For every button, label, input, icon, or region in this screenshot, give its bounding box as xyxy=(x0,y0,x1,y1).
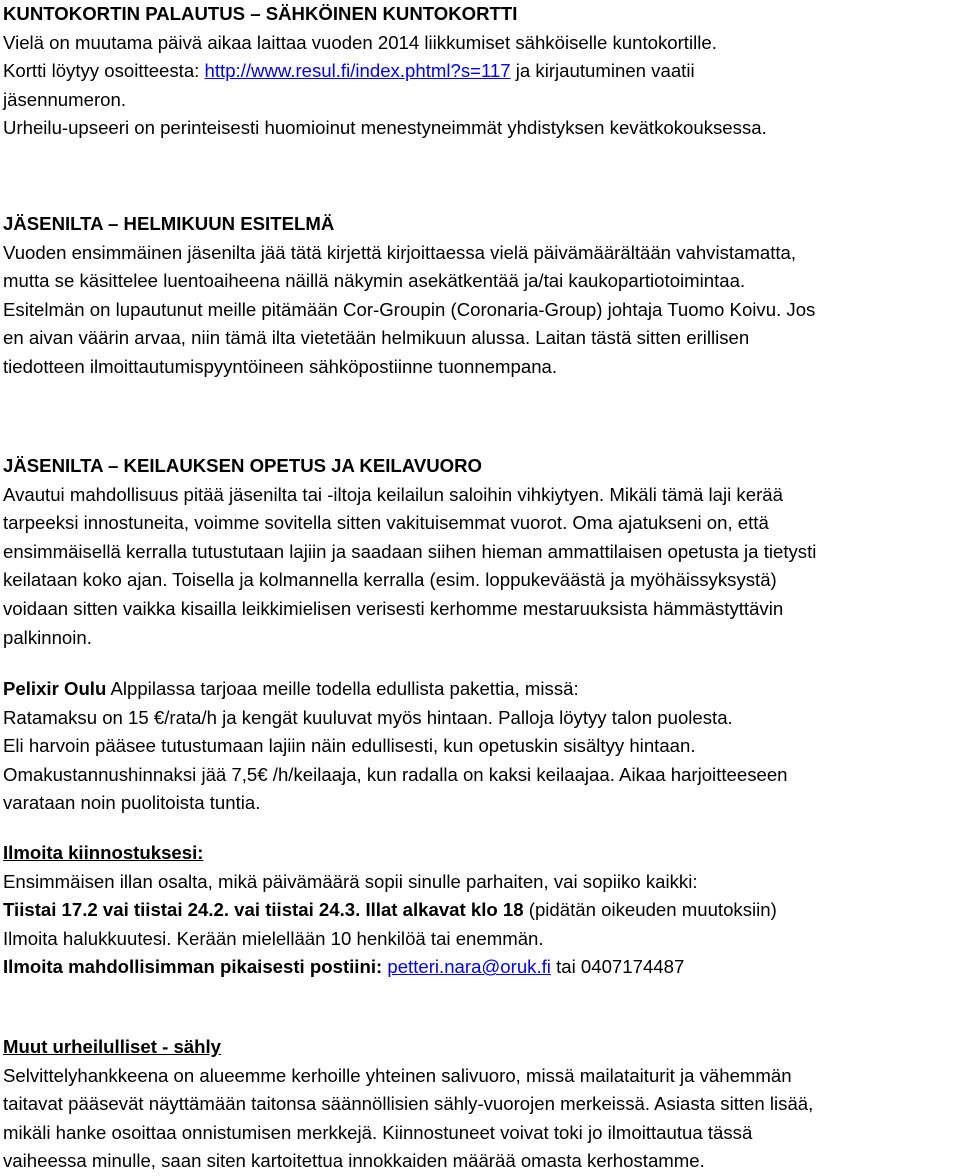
kuntokortti-line-3: jäsennumeron. xyxy=(3,88,127,110)
sahly-line: mikäli hanke osoittaa onnistumisen merkkejä. Kiinnostuneet voivat toki jo ilmoittautua tässä xyxy=(3,1121,753,1143)
ilmoita-heading: Ilmoita kiinnostuksesi: xyxy=(3,842,204,863)
pelixir-line-4: Omakustannushinnaksi jää 7,5€ /h/keilaaja, kun radalla on kaksi keilaajaa. Aikaa harjoitteeseen xyxy=(3,763,788,785)
ilmoita-dates: Tiistai 17.2 vai tiistai 24.2. vai tiistai 24.3. Illat alkavat klo 18 xyxy=(3,899,524,921)
kuntokortti-line-2-text: Kortti löytyy osoitteesta: xyxy=(3,60,205,82)
helmikuu-heading: JÄSENILTA – HELMIKUUN ESITELMÄ xyxy=(3,213,335,234)
pelixir-line-5: varataan noin puolitoista tuntia. xyxy=(3,792,261,814)
helmikuu-section xyxy=(3,210,956,382)
keilailu-line: voidaan sitten vaikka kisailla leikkimielisen verisesti kerhomme mestaruuksista hämmästyttävin xyxy=(3,597,784,619)
sahly-section xyxy=(3,1033,956,1176)
ilmoita-line-2 xyxy=(3,896,956,925)
kuntokortti-line-1: Vielä on muutama päivä aikaa laittaa vuoden 2014 liikkumiset sähköiselle kuntokortille. xyxy=(3,31,717,53)
kuntokortti-line-2 xyxy=(3,57,956,86)
ilmoita-phone: tai 0407174487 xyxy=(550,956,685,978)
ilmoita-section xyxy=(3,839,956,982)
kuntokortti-line-4: Urheilu-upseeri on perinteisesti huomioinut menestyneimmät yhdistyksen kevätkokouksessa. xyxy=(3,117,767,139)
kuntokortti-heading: KUNTOKORTIN PALAUTUS – SÄHKÖINEN KUNTOKORTTI xyxy=(3,3,518,24)
helmikuu-line: Esitelmän on lupautunut meille pitämään Cor-Groupin (Coronaria-Group) johtaja Tuomo Koivu. Jos xyxy=(3,298,816,320)
ilmoita-email-link[interactable]: petteri.nara@oruk.fi xyxy=(387,956,551,978)
keilailu-heading: JÄSENILTA – KEILAUKSEN OPETUS JA KEILAVUORO xyxy=(3,455,483,476)
ilmoita-line-3: Ilmoita halukkuutesi. Kerään mielellään 10 henkilöä tai enemmän. xyxy=(3,927,544,949)
helmikuu-line: en aivan väärin arvaa, niin tämä ilta vietetään helmikuun alussa. Laitan tästä sitten erillisen xyxy=(3,327,750,349)
keilailu-line: keilataan koko ajan. Toisella ja kolmannella kerralla (esim. loppukeväästä ja myöhäissyksystä) xyxy=(3,569,777,591)
helmikuu-line: tiedotteen ilmoittautumispyyntöineen sähköpostiinne tuonnempana. xyxy=(3,355,558,377)
pelixir-name: Pelixir Oulu xyxy=(3,678,107,699)
keilailu-line: tarpeeksi innostuneita, voimme sovitella sitten vakituisemmat vuorot. Oma ajatukseni on, että xyxy=(3,512,769,534)
pelixir-line-2: Ratamaksu on 15 €/rata/h ja kengät kuuluvat myös hintaan. Palloja löytyy talon puolesta. xyxy=(3,706,733,728)
keilailu-line: Avautui mahdollisuus pitää jäsenilta tai -iltoja keilailun saloihin vihkiytyen. Mikäli tämä laji kerää xyxy=(3,483,783,505)
pelixir-line-1 xyxy=(3,675,956,704)
sahly-line: vaiheessa minulle, saan siten kartoitettua innokkaiden määrää omasta kerhostamme. xyxy=(3,1150,705,1172)
pelixir-line-1-text: Alppilassa tarjoaa meille todella edullista pakettia, missä: xyxy=(106,678,579,699)
pelixir-section xyxy=(3,675,956,818)
sahly-line: Selvittelyhankkeena on alueemme kerhoille yhteinen salivuoro, missä mailataiturit ja vähemmän xyxy=(3,1064,792,1086)
helmikuu-line: Vuoden ensimmäinen jäsenilta jää tätä kirjettä kirjoittaessa vielä päivämäärältään vahvistamatta, xyxy=(3,241,797,263)
keilailu-line: palkinnoin. xyxy=(3,626,92,648)
keilailu-line: ensimmäisellä kerralla tutustutaan lajiin ja saadaan siihen hieman ammattilaisen opetusta ja tietysti xyxy=(3,540,817,562)
sahly-line: taitavat pääsevät näyttämään taitonsa säännöllisien sähly-vuorojen merkeissä. Asiasta sitten lisää, xyxy=(3,1093,814,1115)
kuntokortti-link[interactable]: http://www.resul.fi/index.phtml?s=117 xyxy=(204,60,511,82)
pelixir-line-3: Eli harvoin pääsee tutustumaan lajiin näin edullisesti, kun opetuskin sisältyy hintaan. xyxy=(3,735,696,757)
sahly-heading: Muut urheilulliset - sähly xyxy=(3,1036,221,1057)
helmikuu-line: mutta se käsittelee luentoaiheena näillä näkymin asekätkentää ja/tai kaukopartiotoimintaa. xyxy=(3,270,746,292)
ilmoita-line-4 xyxy=(3,953,956,982)
keilailu-section xyxy=(3,452,956,652)
kuntokortti-section xyxy=(3,0,956,143)
ilmoita-line-1: Ensimmäisen illan osalta, mikä päivämäärä sopii sinulle parhaiten, vai sopiiko kaikki: xyxy=(3,870,698,892)
ilmoita-line-2-text: (pidätän oikeuden muutoksiin) xyxy=(523,899,777,921)
ilmoita-contact-label: Ilmoita mahdollisimman pikaisesti postiini: xyxy=(3,956,383,978)
kuntokortti-line-2-rest: ja kirjautuminen vaatii xyxy=(510,60,695,82)
